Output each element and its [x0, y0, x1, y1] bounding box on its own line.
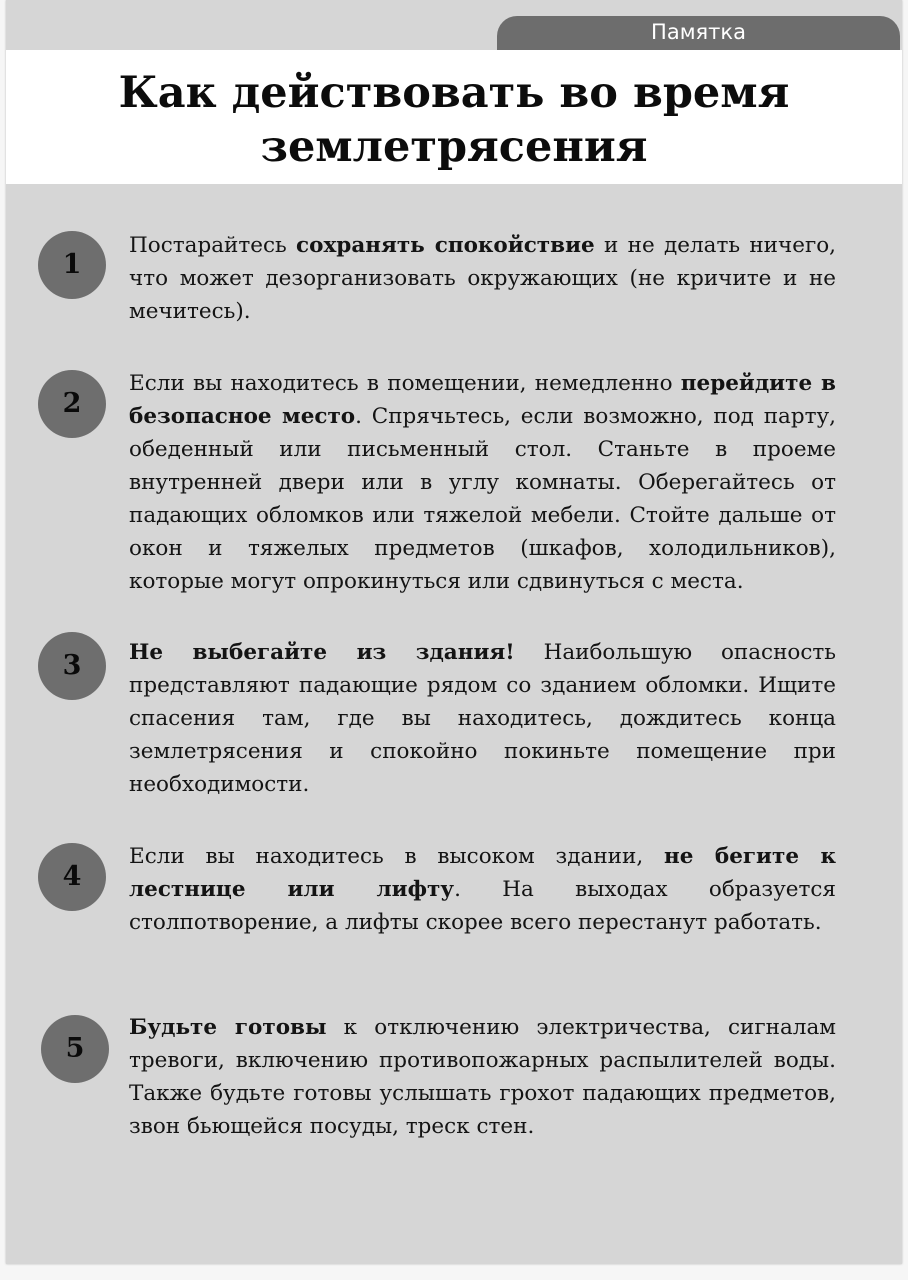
instruction-text-part: Постарайтесь	[129, 233, 297, 258]
instruction-text	[129, 636, 836, 801]
instruction-text-part: . На выходах образуется столпотворение, а лифты скорее всего перестанут работать.	[129, 877, 836, 935]
instruction-emphasis: Не выбегайте из здания!	[129, 640, 515, 665]
instruction-text	[129, 229, 836, 328]
instruction-text	[129, 1011, 836, 1143]
instruction-text-part: и не делать ничего, что может дезорганизовать окружающих (не кричите и не мечитесь).	[129, 233, 836, 324]
instruction-text	[129, 840, 836, 939]
memo-tag: Памятка	[497, 16, 900, 56]
step-number-badge: 1	[38, 231, 106, 299]
instruction-text-part: Если вы находитесь в помещении, немедленно	[129, 371, 681, 396]
instruction-emphasis: Будьте готовы	[129, 1015, 327, 1040]
page-title	[0, 66, 908, 174]
instruction-emphasis: сохранять спокойствие	[296, 233, 595, 258]
step-number-badge: 3	[38, 632, 106, 700]
instruction-text-part: Если вы находитесь в высоком здании,	[129, 844, 664, 869]
title-line-1: Как действовать во время	[118, 68, 790, 118]
instruction-text-part: к отключению электричества, сигналам тревоги, включению противопожарных распылителей воды. Также будьте готовы услышать грохот падающих предметов, звон бьющейся посуды, треск стен.	[129, 1015, 836, 1139]
title-line-2: землетрясения	[260, 122, 648, 172]
instruction-text	[129, 367, 836, 598]
instruction-emphasis: не бегите к лестнице или лифту	[129, 844, 836, 902]
instruction-emphasis: перейдите в безопасное место	[129, 371, 836, 429]
step-number-badge: 2	[38, 370, 106, 438]
step-number-badge: 4	[38, 843, 106, 911]
step-number-badge: 5	[41, 1015, 109, 1083]
instruction-text-part: . Спрячьтесь, если возможно, под парту, обеденный или письменный стол. Станьте в проеме внутренней двери или в углу комнаты. Оберегайтесь от падающих обломков или тяжелой мебели. Стойте дальше от окон и тяжелых предметов (шкафов, холодильников), которые могут опрокинуться или сдвинуться с места.	[129, 404, 836, 594]
instruction-text-part: Наибольшую опасность представляют падающие рядом со зданием обломки. Ищите спасения там, где вы находитесь, дождитесь конца землетрясения и спокойно покиньте помещение при необходимости.	[129, 640, 836, 797]
